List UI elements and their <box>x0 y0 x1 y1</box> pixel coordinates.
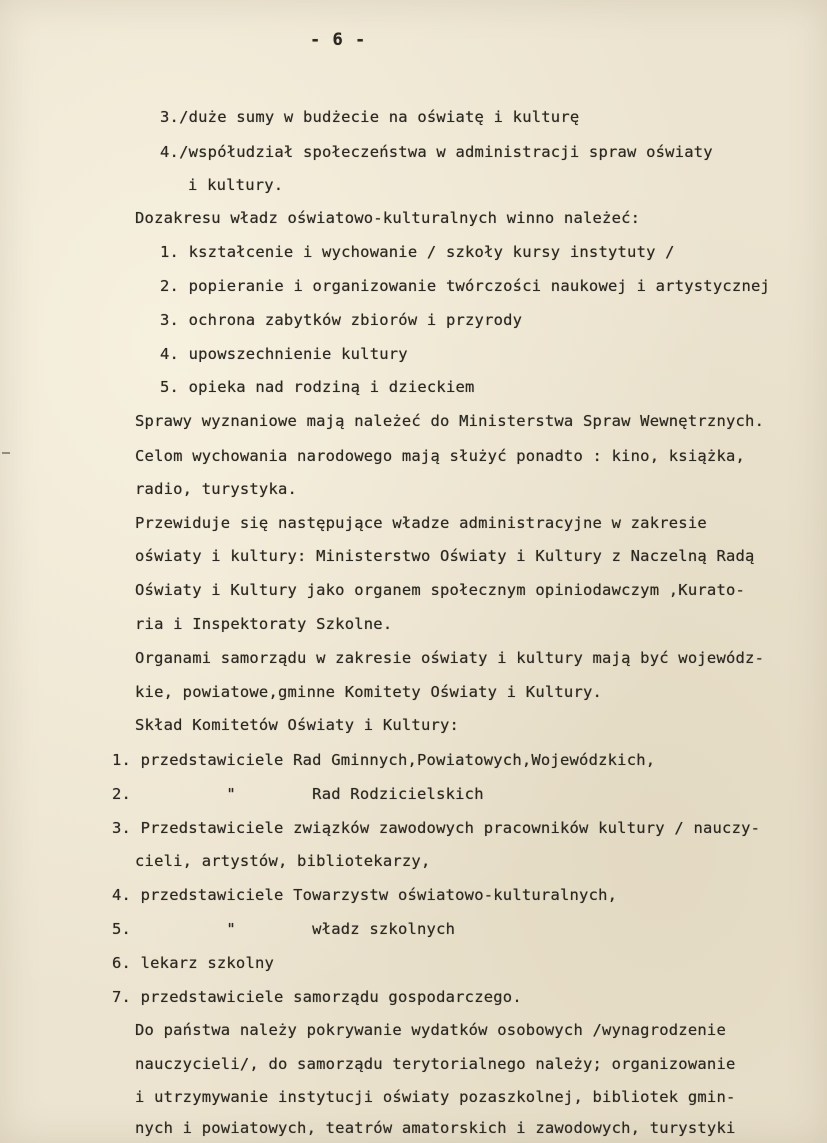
text-line: Celom wychowania narodowego mają służyć ponadto : kino, książka, <box>135 447 746 465</box>
text-line: Skład Komitetów Oświaty i Kultury: <box>135 716 460 734</box>
text-line: 7. przedstawiciele samorządu gospodarczego. <box>112 988 522 1006</box>
text-line: Dozakresu władz oświatowo-kulturalnych winno należeć: <box>135 209 641 227</box>
text-line: nauczycieli/, do samorządu terytorialnego należy; organizowanie <box>135 1055 736 1073</box>
text-line: 2. " Rad Rodzicielskich <box>112 785 484 803</box>
text-line: 3./duże sumy w budżecie na oświatę i kulturę <box>160 108 580 126</box>
text-line: i utrzymywanie instytucji oświaty pozaszkolnej, bibliotek gmin- <box>135 1088 736 1106</box>
text-line: 3. Przedstawiciele związków zawodowych pracowników kultury / nauczy- <box>112 819 761 837</box>
text-line: ria i Inspektoraty Szkolne. <box>135 615 393 633</box>
text-line: nych i powiatowych, teatrów amatorskich i zawodowych, turystyki <box>135 1119 736 1137</box>
text-line: 2. popieranie i organizowanie twórczości naukowej i artystycznej <box>160 277 771 295</box>
text-line: 5. opieka nad rodziną i dzieckiem <box>160 378 475 396</box>
text-line: kie, powiatowe,gminne Komitety Oświaty i Kultury. <box>135 683 603 701</box>
text-line: radio, turystyka. <box>135 480 298 498</box>
text-line: Sprawy wyznaniowe mają należeć do Ministerstwa Spraw Wewnętrznych. <box>135 412 765 430</box>
text-line: 1. kształcenie i wychowanie / szkoły kursy instytuty / <box>160 243 675 261</box>
text-line: 3. ochrona zabytków zbiorów i przyrody <box>160 311 523 329</box>
text-line: 4. przedstawiciele Towarzystw oświatowo-kulturalnych, <box>112 886 618 904</box>
text-line: Organami samorządu w zakresie oświaty i kultury mają być wojewódz- <box>135 649 765 667</box>
text-line: 4./współudział społeczeństwa w administracji spraw oświaty <box>160 143 713 161</box>
text-line: i kultury. <box>188 176 284 194</box>
text-line: Przewiduje się następujące władze administracyjne w zakresie <box>135 514 707 532</box>
margin-mark <box>2 452 10 454</box>
text-line: Do państwa należy pokrywanie wydatków osobowych /wynagrodzenie <box>135 1021 726 1039</box>
text-line: cieli, artystów, bibliotekarzy, <box>135 852 431 870</box>
text-line: 4. upowszechnienie kultury <box>160 345 408 363</box>
page-number: - 6 - <box>310 30 367 50</box>
text-line: Oświaty i Kultury jako organem społecznym opiniodawczym ,Kurato- <box>135 581 746 599</box>
text-line: oświaty i kultury: Ministerstwo Oświaty i Kultury z Naczelną Radą <box>135 547 755 565</box>
text-line: 6. lekarz szkolny <box>112 954 275 972</box>
text-line: 1. przedstawiciele Rad Gminnych,Powiatowych,Wojewódzkich, <box>112 751 656 769</box>
text-line: 5. " władz szkolnych <box>112 920 456 938</box>
